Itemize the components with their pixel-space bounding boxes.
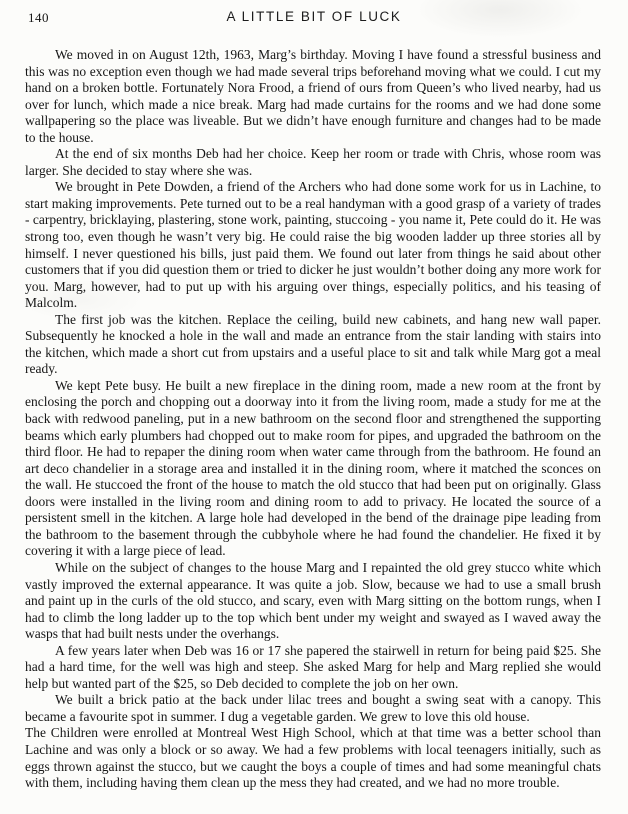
running-title: A LITTLE BIT OF LUCK bbox=[226, 9, 402, 24]
page-body bbox=[0, 47, 628, 792]
paragraph-deb-choice: At the end of six months Deb had her choice. Keep her room or trade with Chris, whose room was larger. She decided to stay where she was. bbox=[25, 146, 601, 178]
paragraph-brick-patio: We built a brick patio at the back under lilac trees and bought a swing seat with a canopy. This became a favourite spot in summer. I dug a vegetable garden. We grew to love this old house. bbox=[25, 692, 601, 724]
paragraph-children-school: The Children were enrolled at Montreal West High School, which at that time was a better school than Lachine and was only a block or so away. We had a few problems with local teenagers initially, such as eggs thrown against the stucco, but we caught the boys a couple of times and had some meaningful chats with them, including having them clean up the mess they had created, and we had no more trouble. bbox=[25, 725, 601, 791]
paragraph-repainting-stucco: While on the subject of changes to the house Marg and I repainted the old grey stucco white which vastly improved the external appearance. It was quite a job. Slow, because we had to use a small brush and paint up in the curls of the old stucco, and scary, even with Marg sitting on the bottom rungs, when I had to climb the long ladder up to the top which bent under my weight and swayed as I waved away the wasps that had built nests under the overhangs. bbox=[25, 559, 601, 642]
paragraph-moving-in: We moved in on August 12th, 1963, Marg’s birthday. Moving I have found a stressful business and this was no exception even though we had made several trips beforehand moving what we could. I cut my hand on a broken bottle. Fortunately Nora Frood, a friend of ours from Queen’s who lived nearby, had us over for lunch, which made a nice break. Marg had made curtains for the rooms and we had done some wallpapering so the place was liveable. But we didn’t have enough furniture and changes had to be made to the house. bbox=[25, 47, 601, 145]
paragraph-deb-stairwell: A few years later when Deb was 16 or 17 she papered the stairwell in return for being paid $25. She had a hard time, for the well was high and steep. She asked Marg for help and Marg replied she would help but wanted part of the $25, so Deb decided to complete the job on her own. bbox=[25, 642, 601, 691]
paragraph-pete-dowden: We brought in Pete Dowden, a friend of the Archers who had done some work for us in Lachine, to start making improvements. Pete turned out to be a real handyman with a good grasp of a variety of trades - carpentry, bricklaying, plastering, stone work, painting, stuccoing - you name it, Pete could do it. He was strong too, even though he wasn’t very big. He could raise the big wooden ladder up three stories all by himself. I never questioned his bills, just paid them. We found out later from things he said about other customers that if you did question them or tried to dicker he just wouldn’t bother doing any more work for you. Marg, however, had to put up with his arguing over things, especially politics, and his teasing of Malcolm. bbox=[25, 179, 601, 311]
page-header bbox=[0, 0, 628, 34]
paragraph-pete-busy: We kept Pete busy. He built a new fireplace in the dining room, made a new room at the front by enclosing the porch and chopping out a doorway into it from the living room, made a study for me at the back with redwood paneling, put in a new bathroom on the second floor and strengthened the supporting beams which early plumbers had chopped out to make room for pipes, and upgraded the bathroom on the third floor. He had to repaper the dining room when water came through from the bathroom. He found an art deco chandelier in a storage area and installed it in the dining room, where it matched the sconces on the wall. He stuccoed the front of the house to match the old stucco that had been put on originally. Glass doors were installed in the living room and dining room to add to privacy. He located the source of a persistent smell in the kitchen. A large hole had developed in the bend of the drainage pipe leading from the bathroom to the basement through the cubbyhole where he had found the chandelier. He fixed it by covering it with a large piece of lead. bbox=[25, 377, 601, 559]
page-number: 140 bbox=[28, 10, 49, 25]
paragraph-first-job-kitchen: The first job was the kitchen. Replace the ceiling, build new cabinets, and hang new wall paper. Subsequently he knocked a hole in the wall and made an entrance from the stair landing with stairs into the kitchen, which made a short cut from upstairs and a useful place to sit and talk while Marg got a meal ready. bbox=[25, 311, 601, 377]
